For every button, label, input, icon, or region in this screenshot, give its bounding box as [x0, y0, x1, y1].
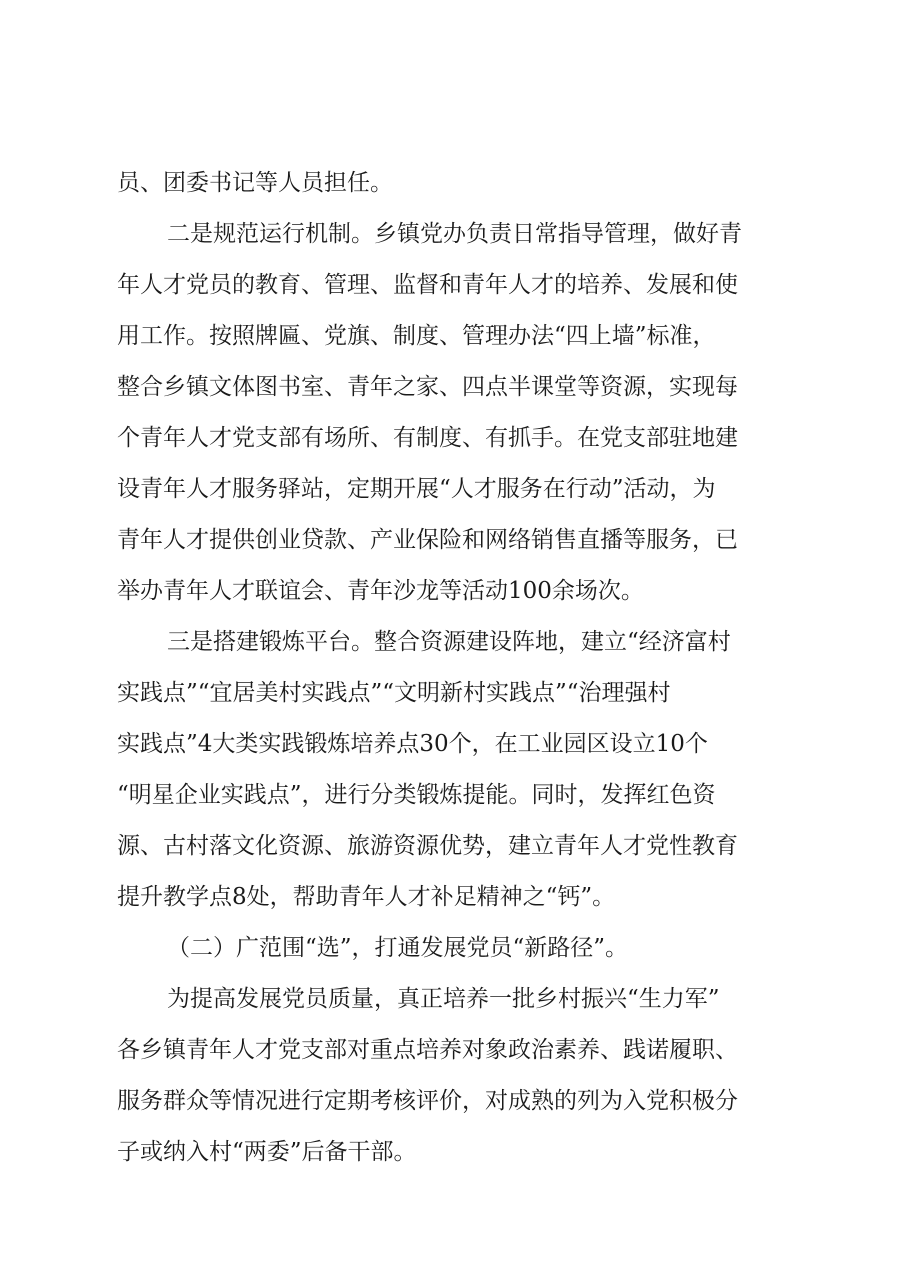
- paragraph-first-line: 为提高发展党员质量，真正培养一批乡村振兴“生力军”: [167, 986, 720, 1012]
- text-line: 年人才党员的教育、管理、监督和青年人才的培养、发展和使: [117, 272, 738, 298]
- text-line: 设青年人才服务驿站，定期开展“人才服务在行动”活动，为: [117, 476, 716, 502]
- text-line: 员、团委书记等人员担任。: [117, 170, 393, 196]
- paragraph-first-line: 三是搭建锻炼平台。整合资源建设阵地，建立“经济富村: [167, 629, 731, 655]
- paragraph-first-line: 二是规范运行机制。乡镇党办负责日常指导管理，做好青: [167, 221, 742, 247]
- text-line: 服务群众等情况进行定期考核评价，对成熟的列为入党积极分: [117, 1088, 738, 1114]
- text-line: 青年人才提供创业贷款、产业保险和网络销售直播等服务，已: [117, 527, 738, 553]
- text-line: “明星企业实践点”，进行分类锻炼提能。同时，发挥红色资: [117, 782, 716, 808]
- text-line: 用工作。按照牌匾、党旗、制度、管理办法“四上墙”标准，: [117, 323, 716, 349]
- text-line: 实践点”4大类实践锻炼培养点30个，在工业园区设立10个: [117, 731, 708, 757]
- text-line: 源、古村落文化资源、旅游资源优势，建立青年人才党性教育: [117, 833, 738, 859]
- text-line: 各乡镇青年人才党支部对重点培养对象政治素养、践诺履职、: [117, 1037, 738, 1063]
- text-line: 实践点”“宜居美村实践点”“文明新村实践点”“治理强村: [117, 680, 671, 706]
- text-line: 整合乡镇文体图书室、青年之家、四点半课堂等资源，实现每: [117, 374, 738, 400]
- text-line: 举办青年人才联谊会、青年沙龙等活动100余场次。: [117, 578, 644, 604]
- text-line: 个青年人才党支部有场所、有制度、有抓手。在党支部驻地建: [117, 425, 738, 451]
- text-line: 提升教学点8处，帮助青年人才补足精神之“钙”。: [117, 884, 616, 910]
- text-line: 子或纳入村“两委”后备干部。: [117, 1139, 417, 1165]
- section-heading: （二）广范围“选”，打通发展党员“新路径”。: [167, 935, 629, 961]
